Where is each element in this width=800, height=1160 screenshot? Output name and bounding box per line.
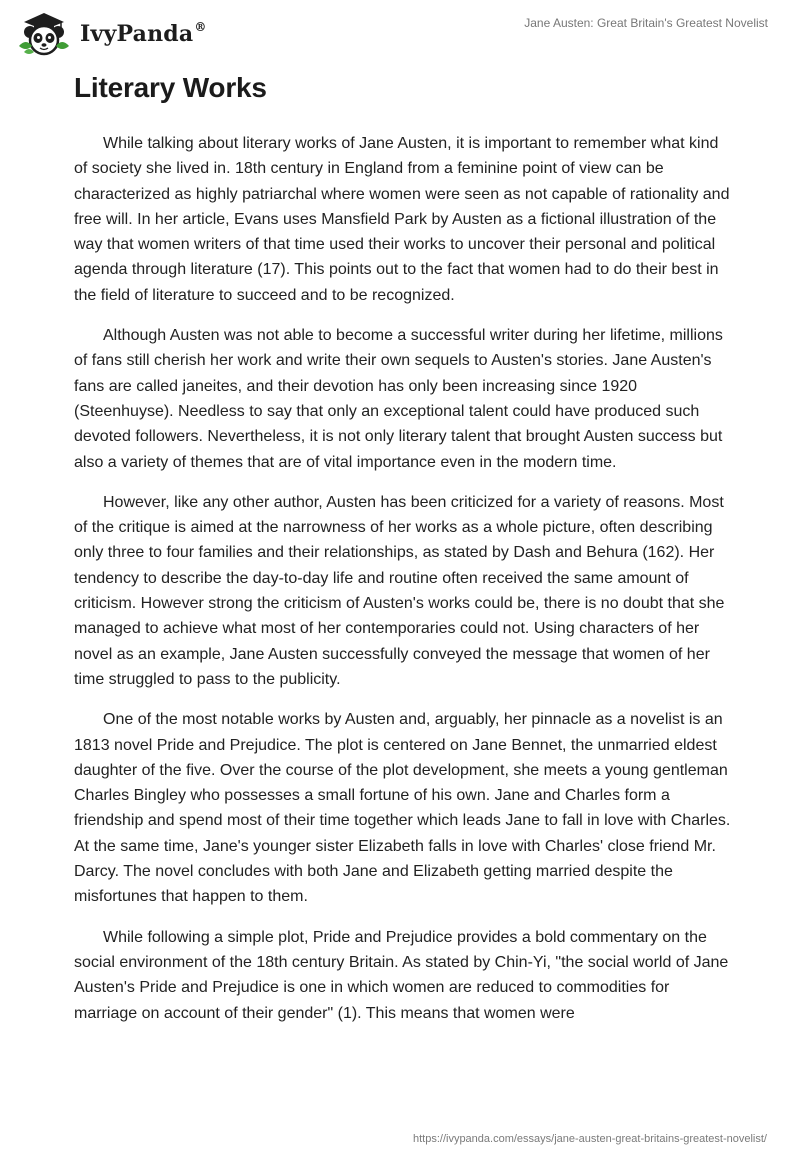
ivypanda-logo[interactable] [14, 8, 207, 58]
panda-graduation-cap-icon [14, 8, 74, 58]
section-heading: Literary Works [74, 72, 267, 103]
document-title: Jane Austen: Great Britain's Greatest Novelist [524, 16, 768, 30]
paragraph: Although Austen was not able to become a successful writer during her lifetime, millions of fans still cherish her work and write their own sequels to Austen's stories. Jane Austen's fans are called janeites, and their devotion has only been increasing since 1920 (Steenhuyse). Needless to say that only an exceptional talent could have produced such devoted followers. Nevertheless, it is not only literary talent that brought Austen success but also a variety of themes that are of vital importance even in the modern time. [74, 327, 723, 471]
page-header [0, 0, 800, 70]
registered-mark: ® [194, 19, 207, 34]
source-url[interactable]: https://ivypanda.com/essays/jane-austen-great-britains-greatest-novelist/ [412, 1133, 767, 1145]
logo-name: IvyPanda [80, 20, 194, 47]
paragraph: One of the most notable works by Austen and, arguably, her pinnacle as a novelist is an 1813 novel Pride and Prejudice. The plot is centered on Jane Bennet, the unmarried eldest daughter of the five. Over the course of the plot development, she meets a young gentleman Charles Bingley who possesses a small fortune of his own. Jane and Charles form a friendship and spend most of their time together which leads Jane to fall in love with Charles. At the same time, Jane's younger sister Elizabeth falls in love with Charles' close friend Mr. Darcy. The novel concludes with both Jane and Elizabeth getting married despite the misfortunes that happen to them. [74, 711, 731, 906]
paragraph: However, like any other author, Austen has been criticized for a variety of reasons. Most of the critique is aimed at the narrowness of her works as a whole picture, often describing only three to four families and their relationships, as stated by Dash and Behura (162). Her tendency to describe the day-to-day life and routine often received the same amount of criticism. However strong the criticism of Austen's works could be, there is no doubt that she managed to achieve what most of her contemporaries could not. Using characters of her novel as an example, Jane Austen successfully conveyed the message that women of her time struggled to pass to the publicity. [74, 493, 725, 688]
paragraph: While talking about literary works of Jane Austen, it is important to remember what kind of society she lived in. 18th century in England from a feminine point of view can be characterized as highly patriarchal where women were seen as not capable of rationality and free will. In her article, Evans uses Mansfield Park by Austen as a fictional illustration of the way that women writers of that time used their works to uncover their personal and political agenda through literature (17). This points out to the fact that women had to do their best in the field of literature to succeed and to be recognized. [74, 135, 730, 304]
essay-body [74, 131, 734, 1041]
paragraph: While following a simple plot, Pride and Prejudice provides a bold commentary on the social environment of the 18th century Britain. As stated by Chin-Yi, "the social world of Jane Austen's Pride and Prejudice is one in which women are reduced to commodities for marriage on account of their gender" (1). This means that women were [74, 928, 729, 1022]
logo-text [80, 20, 207, 47]
